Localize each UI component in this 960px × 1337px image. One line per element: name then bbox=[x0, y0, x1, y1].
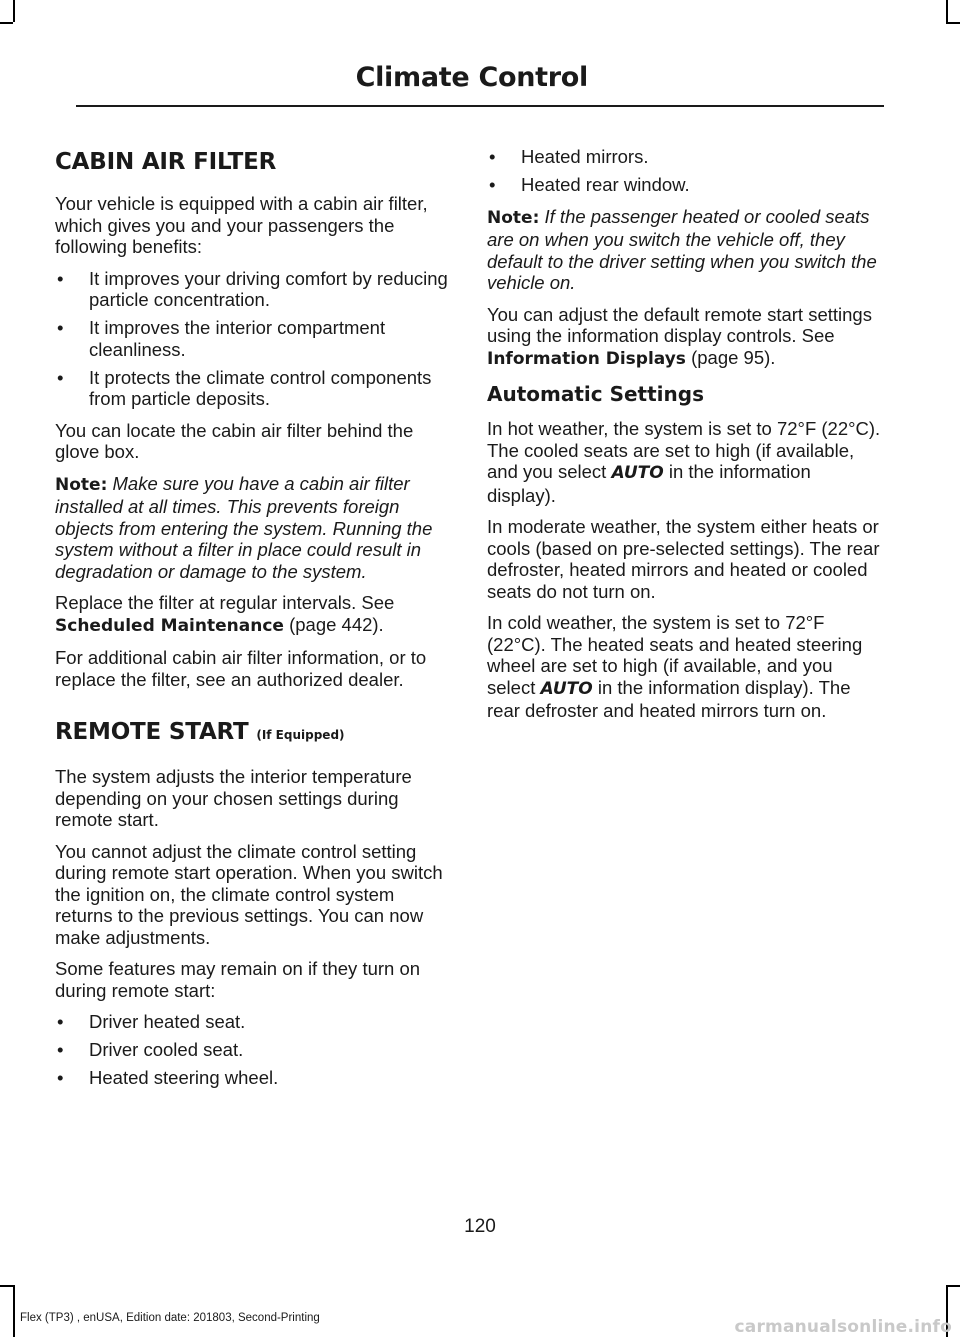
list-item: • Heated steering wheel. bbox=[57, 1067, 279, 1088]
note-paragraph bbox=[55, 473, 451, 583]
crop-mark bbox=[946, 22, 960, 24]
remote-start-heading: REMOTE START (If Equipped) bbox=[55, 719, 345, 745]
list-item: • It improves your driving comfort by reducing particle concentration. bbox=[57, 267, 448, 310]
list-item: • Driver heated seat. bbox=[57, 1011, 246, 1032]
note-label: Note: bbox=[487, 207, 540, 228]
remote-paragraph-2: You cannot adjust the climate control setting during remote start operation. When you switch the ignition on, the climate control system returns to the previous settings. You can now make adjustments. bbox=[55, 840, 443, 948]
features-list-continued bbox=[487, 146, 883, 196]
features-list bbox=[55, 1011, 451, 1089]
note-text: Make sure you have a cabin air filter installed at all times. This prevents foreign objects from entering the system. Running the system without a filter in place could result in degradation or damage to the system. bbox=[55, 472, 433, 582]
hot-weather-paragraph: In hot weather, the system is set to 72°F (22°C). The cooled seats are set to high (if available, and you select AUTO in the information display). bbox=[487, 418, 881, 506]
cabin-intro: Your vehicle is equipped with a cabin air filter, which gives you and your passengers the following benefits: bbox=[55, 193, 428, 257]
bullet: • bbox=[489, 146, 496, 167]
note-paragraph bbox=[487, 206, 883, 294]
cabin-air-filter-heading: CABIN AIR FILTER bbox=[55, 149, 277, 175]
page-title: Climate Control bbox=[355, 62, 588, 93]
crop-mark bbox=[0, 1285, 13, 1287]
cold-weather-paragraph: In cold weather, the system is set to 72°F (22°C). The heated seats and heated steering wheel are set to high (if available, and you select AUTO in the information display). The rear defroster and heated mirrors turn on. bbox=[487, 612, 863, 721]
watermark: carmanualsonline.info bbox=[734, 1317, 952, 1337]
scheduled-maintenance-link[interactable]: Scheduled Maintenance bbox=[55, 615, 284, 636]
edition-footer: Flex (TP3) , enUSA, Edition date: 201803, Second-Printing bbox=[20, 1312, 320, 1324]
information-displays-link[interactable]: Information Displays bbox=[487, 348, 686, 369]
list-item: • It protects the climate control components from particle deposits. bbox=[57, 366, 432, 409]
page-number: 120 bbox=[464, 1216, 496, 1237]
list-item: • Heated mirrors. bbox=[489, 146, 649, 167]
list-item: • It improves the interior compartment cleanliness. bbox=[57, 317, 386, 360]
locate-paragraph: You can locate the cabin air filter behind the glove box. bbox=[55, 419, 414, 462]
automatic-settings-heading: Automatic Settings bbox=[487, 382, 704, 406]
auto-label: AUTO bbox=[540, 678, 593, 699]
replace-paragraph: Replace the filter at regular intervals. See Scheduled Maintenance (page 442). bbox=[55, 592, 395, 636]
crop-mark bbox=[946, 0, 948, 22]
bullet: • bbox=[57, 1011, 64, 1032]
right-column bbox=[487, 146, 883, 732]
bullet: • bbox=[489, 174, 496, 195]
bullet: • bbox=[57, 366, 64, 388]
if-equipped-label: (If Equipped) bbox=[256, 728, 345, 742]
benefits-list bbox=[55, 268, 451, 410]
remote-paragraph-1: The system adjusts the interior temperature depending on your chosen settings during remote start. bbox=[55, 766, 412, 830]
bullet: • bbox=[57, 267, 64, 289]
moderate-weather-paragraph: In moderate weather, the system either heats or cools (based on pre-selected settings). The rear defroster, heated mirrors and heated or cooled seats do not turn on. bbox=[487, 516, 880, 602]
crop-mark bbox=[0, 22, 13, 24]
note-text: If the passenger heated or cooled seats are on when you switch the vehicle off, they default to the driver setting when you switch the vehicle on. bbox=[487, 205, 877, 293]
header-rule bbox=[76, 105, 884, 107]
bullet: • bbox=[57, 317, 64, 338]
left-column bbox=[55, 146, 451, 1099]
bullet: • bbox=[57, 1039, 64, 1060]
remote-paragraph-3: Some features may remain on if they turn on during remote start: bbox=[55, 958, 421, 1001]
auto-label: AUTO bbox=[611, 463, 664, 483]
crop-mark bbox=[13, 1285, 15, 1337]
bullet: • bbox=[57, 1067, 64, 1088]
adjust-paragraph: You can adjust the default remote start settings using the information display controls. See Information Displays (page 95). bbox=[487, 303, 872, 369]
crop-mark bbox=[946, 1285, 960, 1287]
list-item: • Driver cooled seat. bbox=[57, 1039, 244, 1060]
crop-mark bbox=[13, 0, 15, 22]
list-item: • Heated rear window. bbox=[489, 174, 690, 195]
note-label: Note: bbox=[55, 474, 108, 495]
additional-paragraph: For additional cabin air filter information, or to replace the filter, see an authorized dealer. bbox=[55, 647, 427, 690]
